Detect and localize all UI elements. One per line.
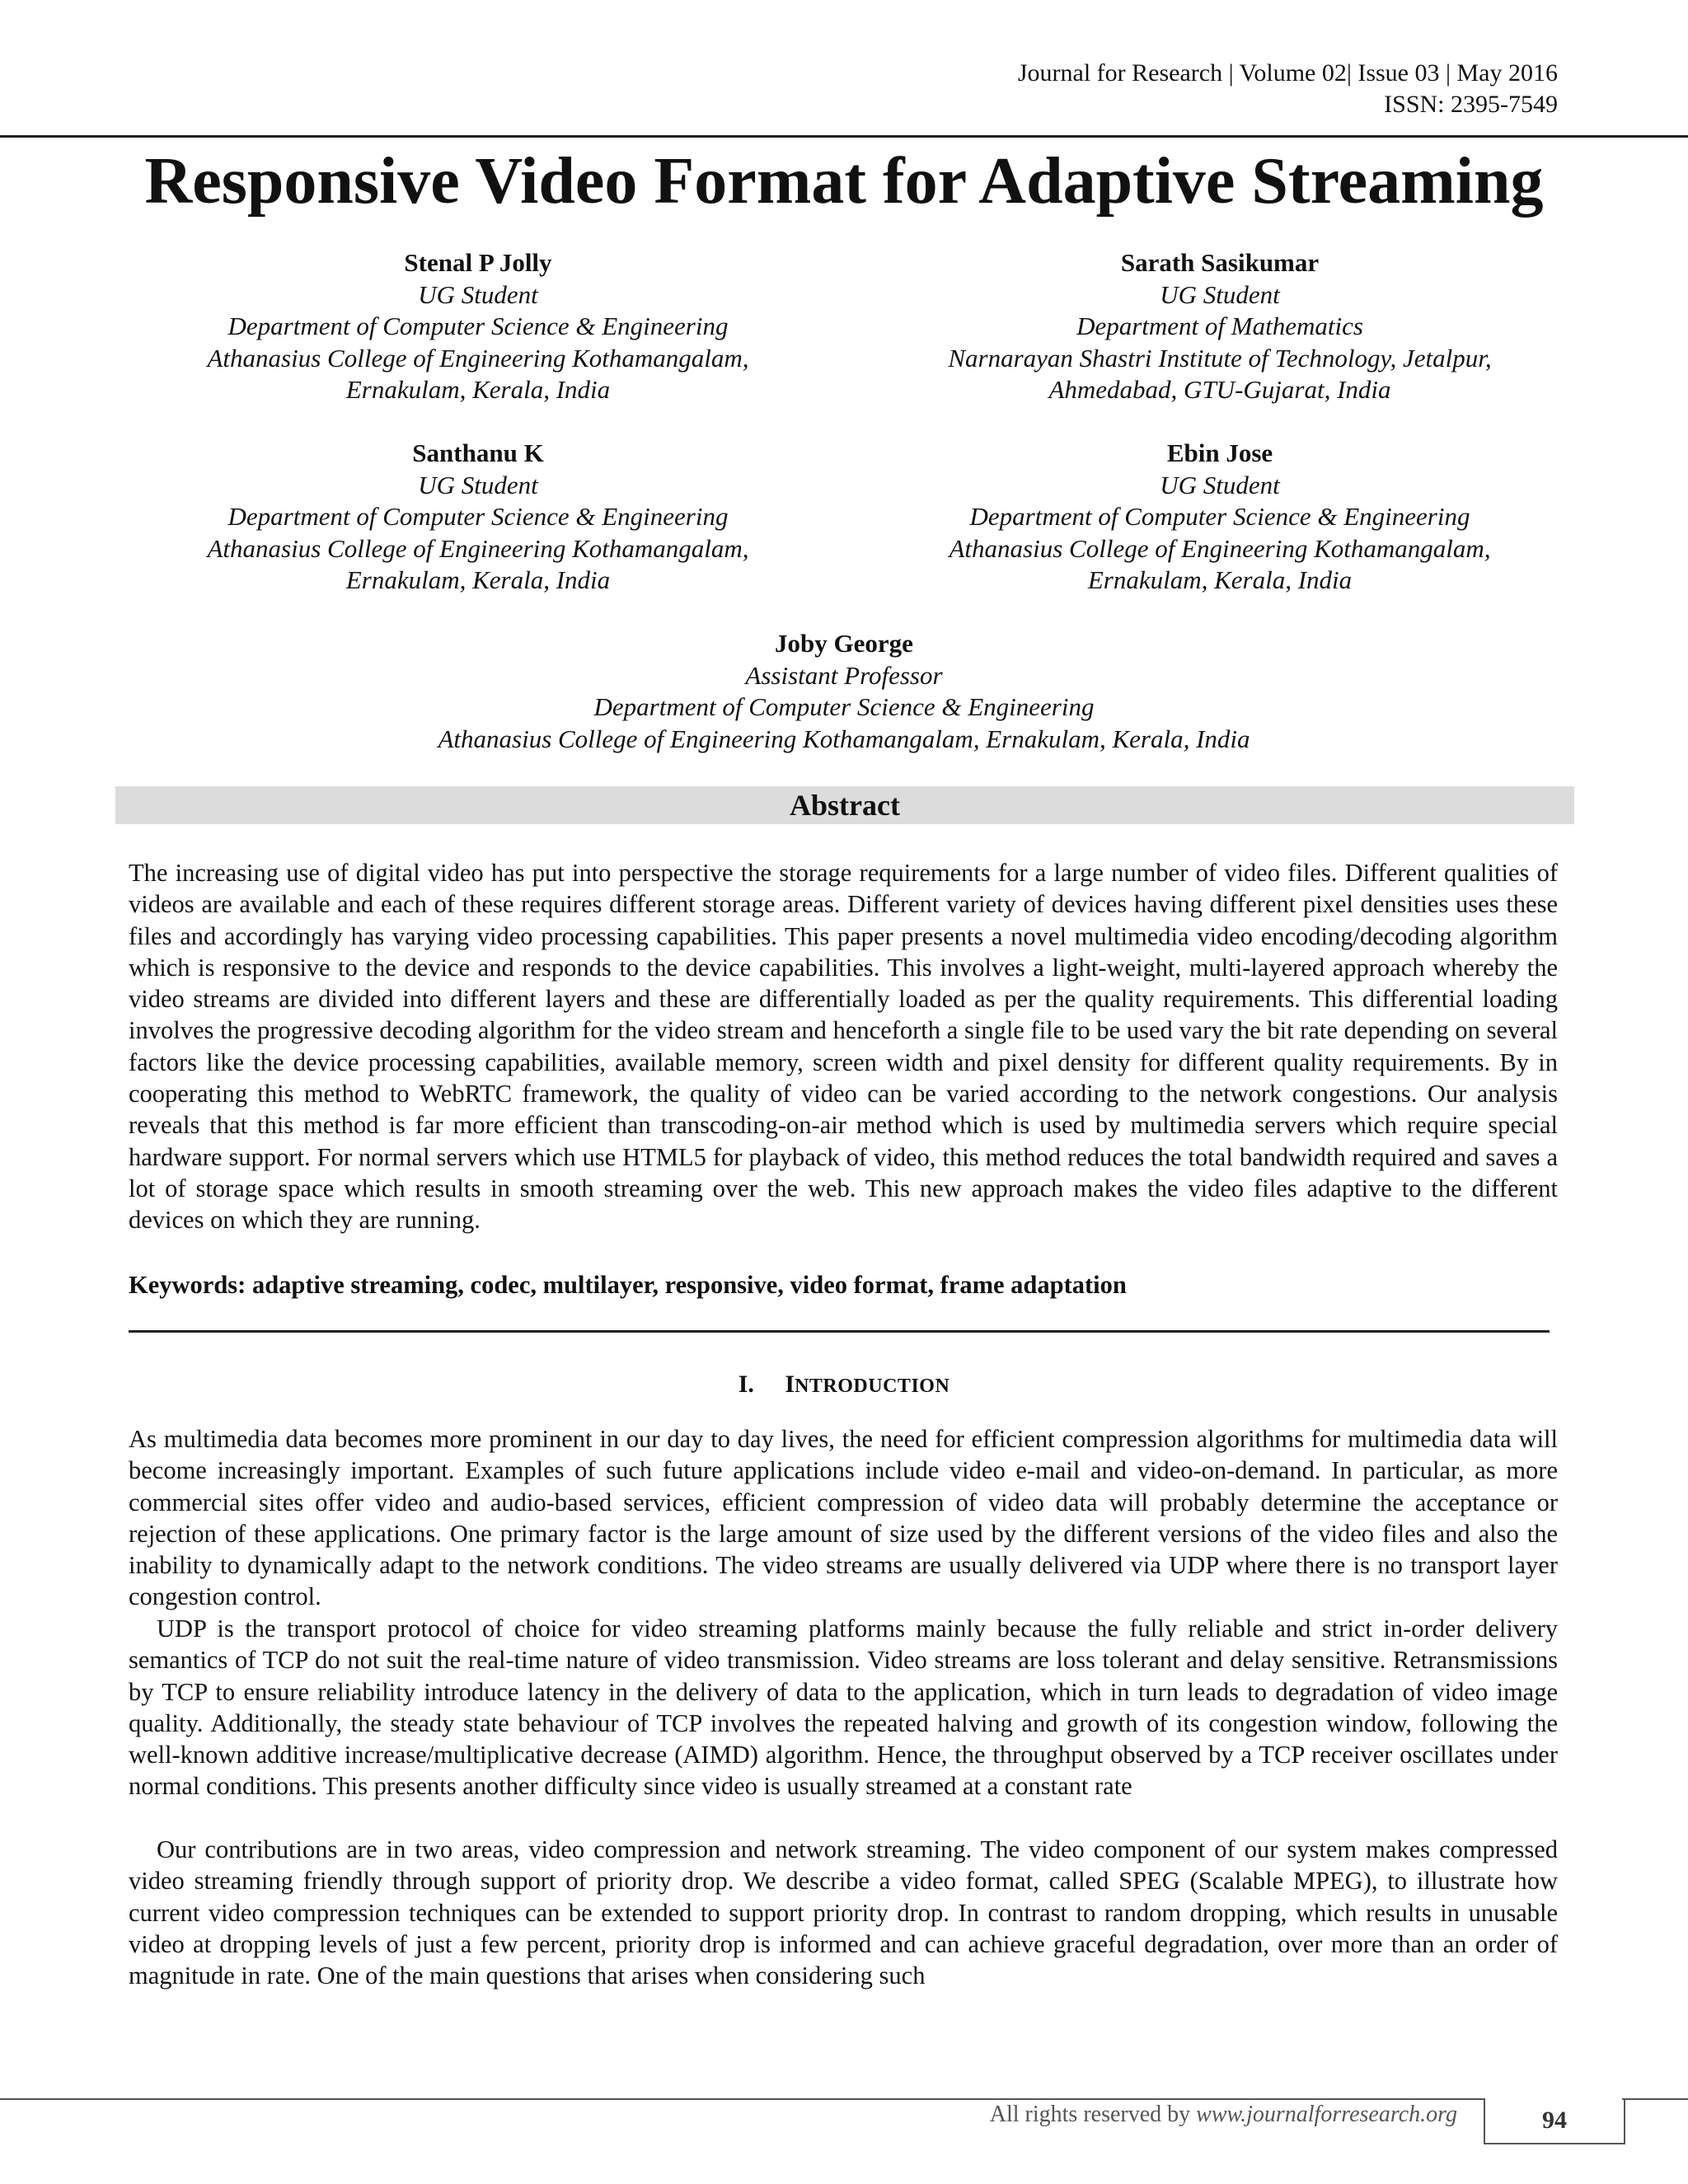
author-institution: Athanasius College of Engineering Kothamangalam, Ernakulam, Kerala, India <box>438 724 1250 753</box>
author-name: Sarath Sasikumar <box>1120 248 1320 277</box>
paper-title: Responsive Video Format for Adaptive Streaming <box>144 145 1544 218</box>
abstract-heading: Abstract <box>790 789 900 822</box>
author-role: UG Student <box>418 470 538 499</box>
author-role: UG Student <box>418 279 538 309</box>
author-name: Ebin Jose <box>1166 438 1273 467</box>
author-role: UG Student <box>1160 279 1280 309</box>
section-numeral: I. <box>738 1371 754 1398</box>
author-department: Department of Computer Science & Engineering <box>593 692 1095 721</box>
abstract-text: The increasing use of digital video has put into perspective the storage requirements for a large number of video files. Different qualities of videos are available and each of these requires different storage areas. Different variety of devices having different pixel densities uses these files and accordingly has varying video processing capabilities. This paper presents a novel multimedia video encoding/decoding algorithm which is responsive to the device and responds to the device capabilities. This involves a light-weight, multi-layered approach whereby the video streams are divided into different layers and these are differentially loaded as per the quality requirements. This differential loading involves the progressive decoding algorithm for the video stream and henceforth a single file to be used vary the bit rate depending on several factors like the device processing capabilities, available memory, screen width and pixel density for different quality requirements. By in cooperating this method to WebRTC framework, the quality of video can be varied according to the network congestions. Our analysis reveals that this method is far more efficient than transcoding-on-air method which is used by multimedia servers which require special hardware support. For normal servers which use HTML5 for playback of video, this method reduces the total bandwidth required and saves a lot of storage space which results in smooth streaming over the web. This new approach makes the video files adaptive to the different devices on which they are running. <box>129 859 1558 1235</box>
author-department: Department of Computer Science & Engineering <box>227 502 729 531</box>
journal-url[interactable]: www.journalforresearch.org <box>1196 2102 1457 2127</box>
intro-paragraph: As multimedia data becomes more prominent in our day to day lives, the need for efficient compression algorithms for multimedia data will become increasingly important. Examples of such future applications include video e-mail and video-on-demand. In particular, as more commercial sites offer video and audio-based services, efficient compression of video data will probably determine the acceptance or rejection of these applications. One primary factor is the large amount of size used by the different versions of the video files and also the inability to dynamically adapt to the network conditions. The video streams are usually delivered via UDP where there is no transport layer congestion control. <box>129 1425 1558 1611</box>
keywords: Keywords: adaptive streaming, codec, multilayer, responsive, video format, frame adaptation <box>129 1271 1127 1299</box>
author-institution: Athanasius College of Engineering Kothamangalam, <box>207 533 749 563</box>
section-title-rest: NTRODUCTION <box>795 1376 950 1397</box>
author-block <box>132 438 824 597</box>
author-location: Ernakulam, Kerala, India <box>345 375 611 404</box>
intro-paragraph: Our contributions are in two areas, video compression and network streaming. The video component of our system makes compressed video streaming friendly through support of priority drop. We describe a video format, called SPEG (Scalable MPEG), to illustrate how current video compression techniques can be extended to support priority drop. In contrast to random dropping, which results in unusable video at dropping levels of just a few percent, priority drop is informed and can achieve graceful degradation, over more than an order of magnitude in rate. One of the main questions that arises when considering such <box>129 1835 1558 1990</box>
author-institution: Athanasius College of Engineering Kothamangalam, <box>949 533 1491 563</box>
abstract-divider <box>129 1330 1550 1333</box>
section-title-initial: I <box>785 1371 795 1398</box>
author-block <box>857 247 1582 406</box>
issn: ISSN: 2395-7549 <box>1384 91 1558 118</box>
author-name: Stenal P Jolly <box>404 248 552 277</box>
intro-paragraph: UDP is the transport protocol of choice for video streaming platforms mainly because the fully reliable and strict in-order delivery semantics of TCP do not suit the real-time nature of video transmission. Video streams are loss tolerant and delay sensitive. Retransmissions by TCP to ensure reliability introduce latency in the delivery of data to the application, which in turn leads to degradation of video image quality. Additionally, the steady state behaviour of TCP involves the repeated halving and growth of its congestion window, following the well-known additive increase/multiplicative decrease (AIMD) algorithm. Hence, the throughput observed by a TCP receiver oscillates under normal conditions. This presents another difficulty since video is usually streamed at a constant rate <box>129 1615 1558 1801</box>
author-name: Joby George <box>775 629 913 658</box>
author-role: Assistant Professor <box>745 660 943 690</box>
author-location: Ernakulam, Kerala, India <box>1087 565 1353 594</box>
page-number: 94 <box>1484 2098 1625 2144</box>
author-institution: Athanasius College of Engineering Kothamangalam, <box>207 343 749 373</box>
journal-header <box>1018 58 1558 120</box>
author-block <box>330 628 1358 755</box>
author-block <box>857 438 1582 597</box>
author-institution: Narnarayan Shastri Institute of Technology, Jetalpur, <box>948 343 1492 373</box>
author-name: Santhanu K <box>412 438 544 467</box>
header-divider <box>0 135 1688 138</box>
section-heading-introduction <box>0 1368 1688 1403</box>
author-department: Department of Computer Science & Engineering <box>969 502 1470 531</box>
author-block <box>132 247 824 406</box>
author-location: Ahmedabad, GTU-Gujarat, India <box>1048 375 1391 404</box>
journal-issue-line: Journal for Research | Volume 02| Issue 03 | May 2016 <box>1017 59 1558 87</box>
author-department: Department of Computer Science & Engineering <box>227 312 729 340</box>
footer-divider-tail <box>1622 2098 1688 2100</box>
rights-text: All rights reserved by <box>989 2102 1197 2127</box>
footer-rights <box>990 2098 1457 2131</box>
author-role: UG Student <box>1160 470 1280 499</box>
author-department: Department of Mathematics <box>1076 312 1363 340</box>
author-location: Ernakulam, Kerala, India <box>345 565 611 594</box>
